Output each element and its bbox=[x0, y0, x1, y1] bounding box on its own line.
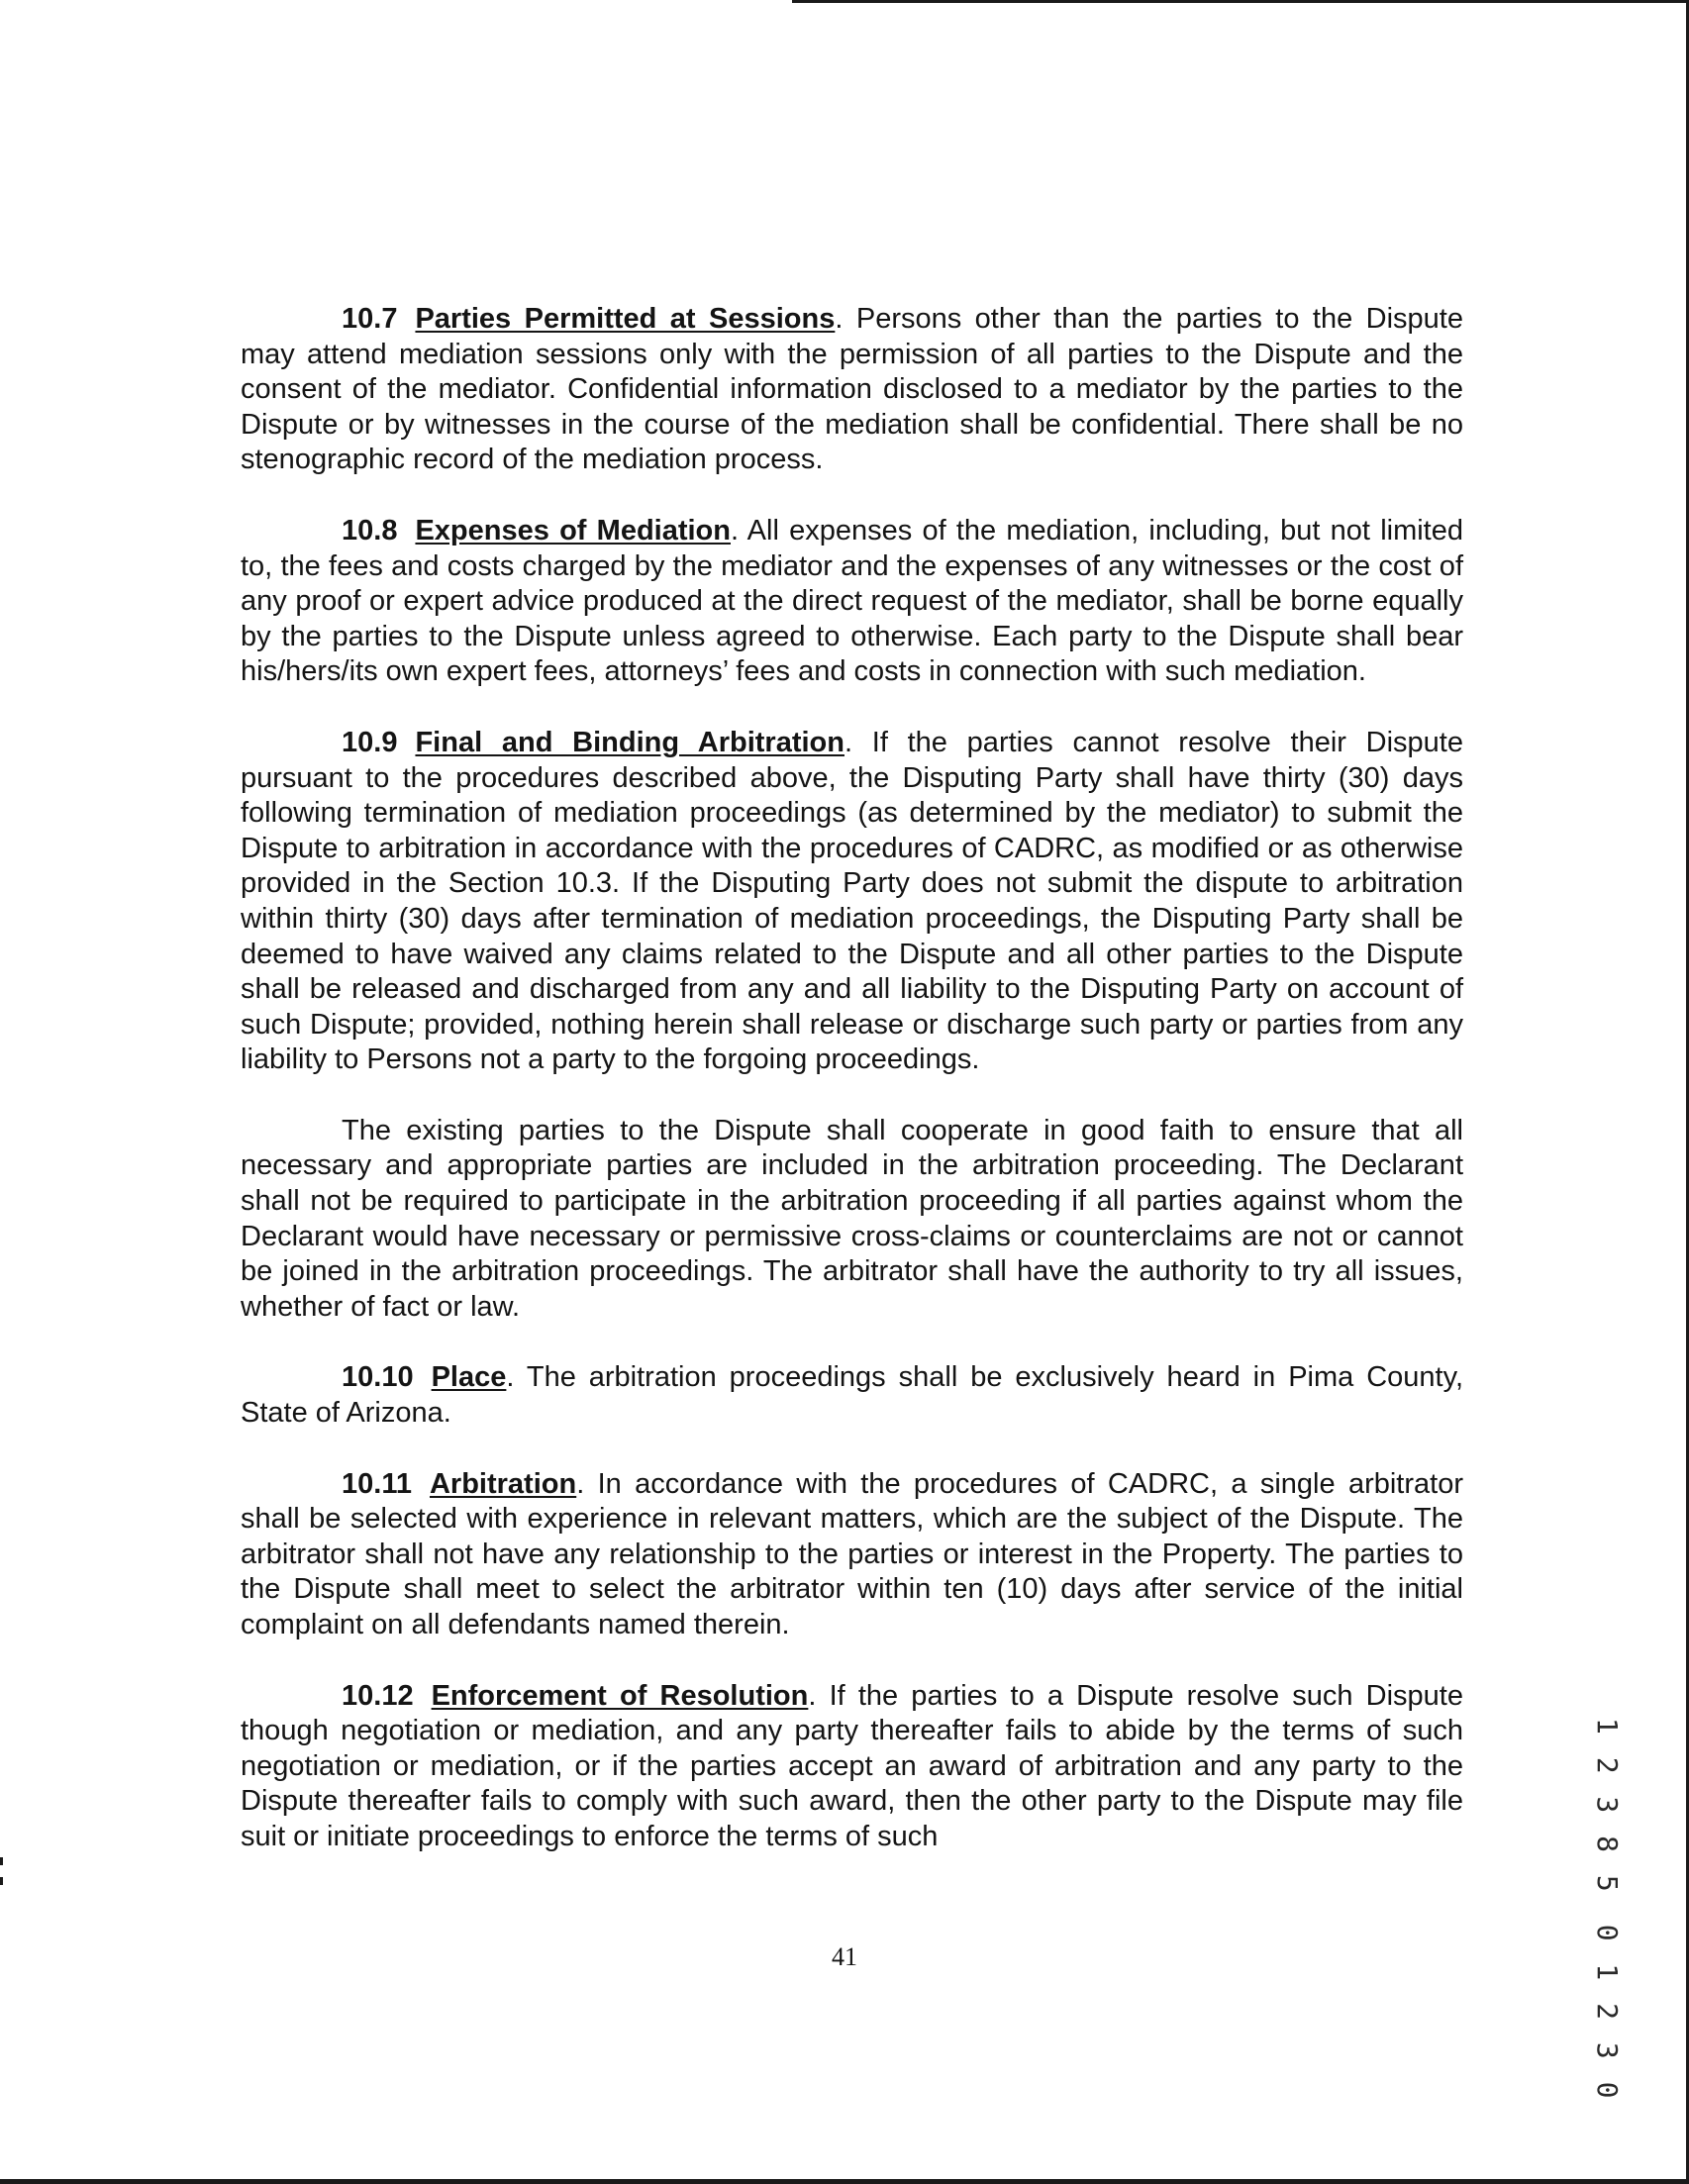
section-heading: Place bbox=[431, 1361, 507, 1394]
section-10-11 bbox=[241, 1467, 1463, 1643]
section-text: . If the parties cannot resolve their Dispute pursuant to the procedures described above, the Disputing Party shall have thirty (30) days following termination of mediation proceedings (as determined by the mediator) to submit the Dispute to arbitration in accordance with the procedures of CADRC, as modified or as otherwise provided in the Section 10.3. If the Disputing Party does not submit the dispute to arbitration within thirty (30) days after termination of mediation proceedings, the Disputing Party shall be deemed to have waived any claims related to the Dispute and all other parties to the Dispute shall be released and discharged from any and all liability to the Disputing Party on account of such Dispute; provided, nothing herein shall release or discharge such party or parties from any liability to Persons not a party to the forgoing proceedings. bbox=[241, 726, 1463, 1076]
section-heading: Arbitration bbox=[429, 1467, 577, 1500]
section-10-9-continued bbox=[241, 1114, 1463, 1326]
section-number: 10.11 bbox=[342, 1467, 412, 1500]
section-text: . All expenses of the mediation, including, but not limited to, the fees and costs charged by the mediator and the expenses of any witnesses or the cost of any proof or expert advice produced at the direct request of the mediator, shall be borne equally by the parties to the Dispute unless agreed to otherwise. Each party to the Dispute shall bear his/hers/its own expert fees, attorneys’ fees and costs in connection with such mediation. bbox=[241, 514, 1463, 688]
section-heading: Final and Binding Arbitration bbox=[415, 726, 844, 758]
section-heading: Expenses of Mediation bbox=[415, 514, 731, 546]
section-text: . If the parties to a Dispute resolve such Dispute though negotiation or mediation, and any party thereafter fails to abide by the terms of such negotiation or mediation, or if the parties accept an award of arbitration and any party to the Dispute thereafter fails to comply with such award, then the other party to the Dispute may file suit or initiate proceedings to enforce the terms of such bbox=[241, 1679, 1463, 1852]
section-10-12 bbox=[241, 1679, 1463, 1855]
section-number: 10.7 bbox=[342, 303, 398, 335]
section-number: 10.8 bbox=[342, 514, 398, 546]
document-recording-stamp bbox=[1591, 1718, 1624, 2101]
scan-border-bottom bbox=[0, 2179, 1689, 2184]
section-10-7 bbox=[241, 302, 1463, 478]
document-body bbox=[241, 302, 1463, 1855]
section-number: 10.12 bbox=[342, 1679, 414, 1712]
scan-edge-mark bbox=[0, 1877, 3, 1885]
section-text: The existing parties to the Dispute shall cooperate in good faith to ensure that all necessary and appropriate parties are included in the arbitration proceeding. The Declarant shall not be required to participate in the arbitration proceeding if all parties against whom the Declarant would have necessary or permissive cross-claims or counterclaims are not or cannot be joined in the arbitration proceedings. The arbitrator shall have the authority to try all issues, whether of fact or law. bbox=[241, 1114, 1463, 1323]
scan-edge-mark bbox=[0, 1857, 3, 1865]
section-text: . The arbitration proceedings shall be exclusively heard in Pima County, State of Arizona. bbox=[241, 1361, 1463, 1430]
section-text: . In accordance with the procedures of CADRC, a single arbitrator shall be selected with experience in relevant matters, which are the subject of the Dispute. The arbitrator shall not have any relationship to the parties or interest in the Property. The parties to the Dispute shall meet to select the arbitrator within ten (10) days after service of the initial complaint on all defendants named therein. bbox=[241, 1467, 1463, 1640]
section-10-10 bbox=[241, 1360, 1463, 1431]
section-10-9 bbox=[241, 726, 1463, 1078]
section-number: 10.10 bbox=[342, 1361, 414, 1394]
section-text: . Persons other than the parties to the Dispute may attend mediation sessions only with the permission of all parties to the Dispute and the consent of the mediator. Confidential information disclosed to a mediator by the parties to the Dispute or by witnesses in the course of the mediation shall be confidential. There shall be no stenographic record of the mediation process. bbox=[241, 303, 1463, 476]
stamp-part-1: 1 2 3 8 5 bbox=[1591, 1718, 1624, 1895]
scan-border-top bbox=[792, 0, 1689, 3]
stamp-part-2: 0 1 2 3 0 bbox=[1591, 1924, 1624, 2102]
section-heading: Enforcement of Resolution bbox=[431, 1679, 809, 1712]
page-number: 41 bbox=[832, 1942, 857, 1971]
section-heading: Parties Permitted at Sessions bbox=[415, 303, 836, 335]
section-10-8 bbox=[241, 514, 1463, 690]
section-number: 10.9 bbox=[342, 726, 398, 758]
